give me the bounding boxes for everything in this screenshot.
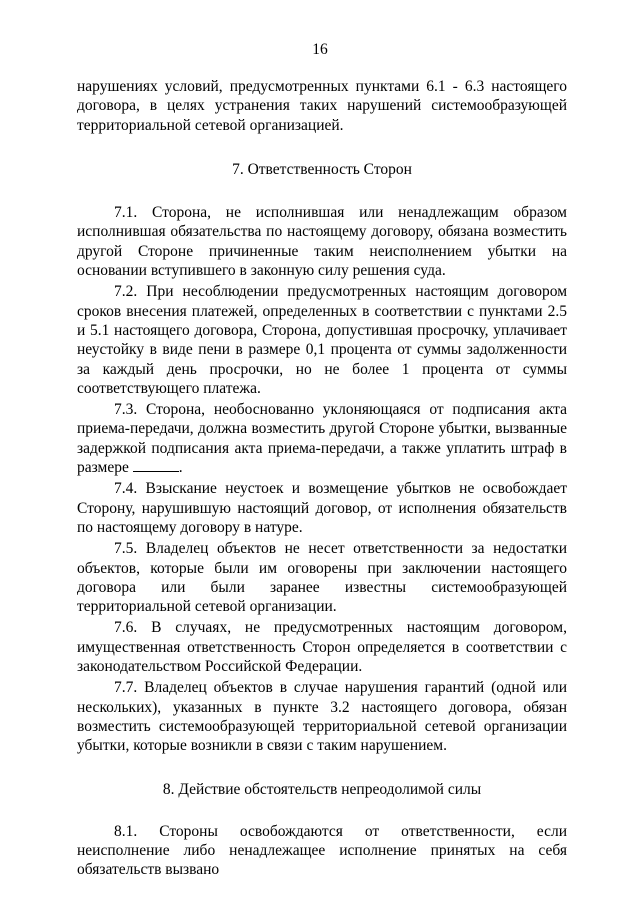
fine-amount-blank xyxy=(133,459,179,472)
page-number: 16 xyxy=(312,41,328,58)
clause-7-1: 7.1. Сторона, не исполнившая или ненадлежащим образом исполнившая обязательства по настоящему договору, обязана возместить другой Стороне причиненные таким неисполнением убытки на основании вступившего в законную силу решения суда. xyxy=(77,204,567,280)
clause-7-6: 7.6. В случаях, не предусмотренных настоящим договором, имущественная ответственность Сторон определяется в соответствии с законодательством Российской Федерации. xyxy=(77,619,567,676)
clause-7-4: 7.4. Взыскание неустоек и возмещение убытков не освобождает Сторону, нарушившую настоящий договор, от исполнения обязательств по настоящему договору в натуре. xyxy=(77,480,567,536)
clause-7-5: 7.5. Владелец объектов не несет ответственности за недостатки объектов, которые были им оговорены при заключении настоящего договора или были заранее известны системообразующей территориальной сетевой организации. xyxy=(77,540,567,616)
section-7-heading: 7. Ответственность Сторон xyxy=(232,160,412,178)
clause-7-2: 7.2. При несоблюдении предусмотренных настоящим договором сроков внесения платежей, определенных в соответствии с пунктами 2.5 и 5.1 настоящего договора, Сторона, допустившая просрочку, уплачивает неустойку в виде пени в размере 0,1 процента от суммы задолженности за каждый день просрочки, но не более 1 процента от суммы соответствующего платежа. xyxy=(77,283,567,397)
clause-7-3 xyxy=(77,400,567,477)
clause-7-3-text: 7.3. Сторона, необоснованно уклоняющаяся от подписания акта приема-передачи, должна возместить другой Стороне убытки, вызванные задержкой подписания акта приема-передачи, а также уплатить штраф в размере xyxy=(77,401,567,477)
clause-8-1: 8.1. Стороны освобождаются от ответственности, если неисполнение либо ненадлежащее исполнение принятых на себя обязательств вызвано xyxy=(77,822,567,879)
clause-7-3-end: . xyxy=(178,459,183,477)
document-body xyxy=(77,77,567,880)
lead-paragraph: нарушениях условий, предусмотренных пунктами 6.1 - 6.3 настоящего договора, в целях устранения таких нарушений системообразующей территориальной сетевой организацией. xyxy=(77,78,567,134)
clause-7-7: 7.7. Владелец объектов в случае нарушения гарантий (одной или нескольких), указанных в пункте 3.2 настоящего договора, обязан возместить системообразующей территориальной сетевой организации убытки, которые возникли в связи с таким нарушением. xyxy=(77,679,567,755)
section-8-heading: 8. Действие обстоятельств непреодолимой силы xyxy=(162,780,482,798)
